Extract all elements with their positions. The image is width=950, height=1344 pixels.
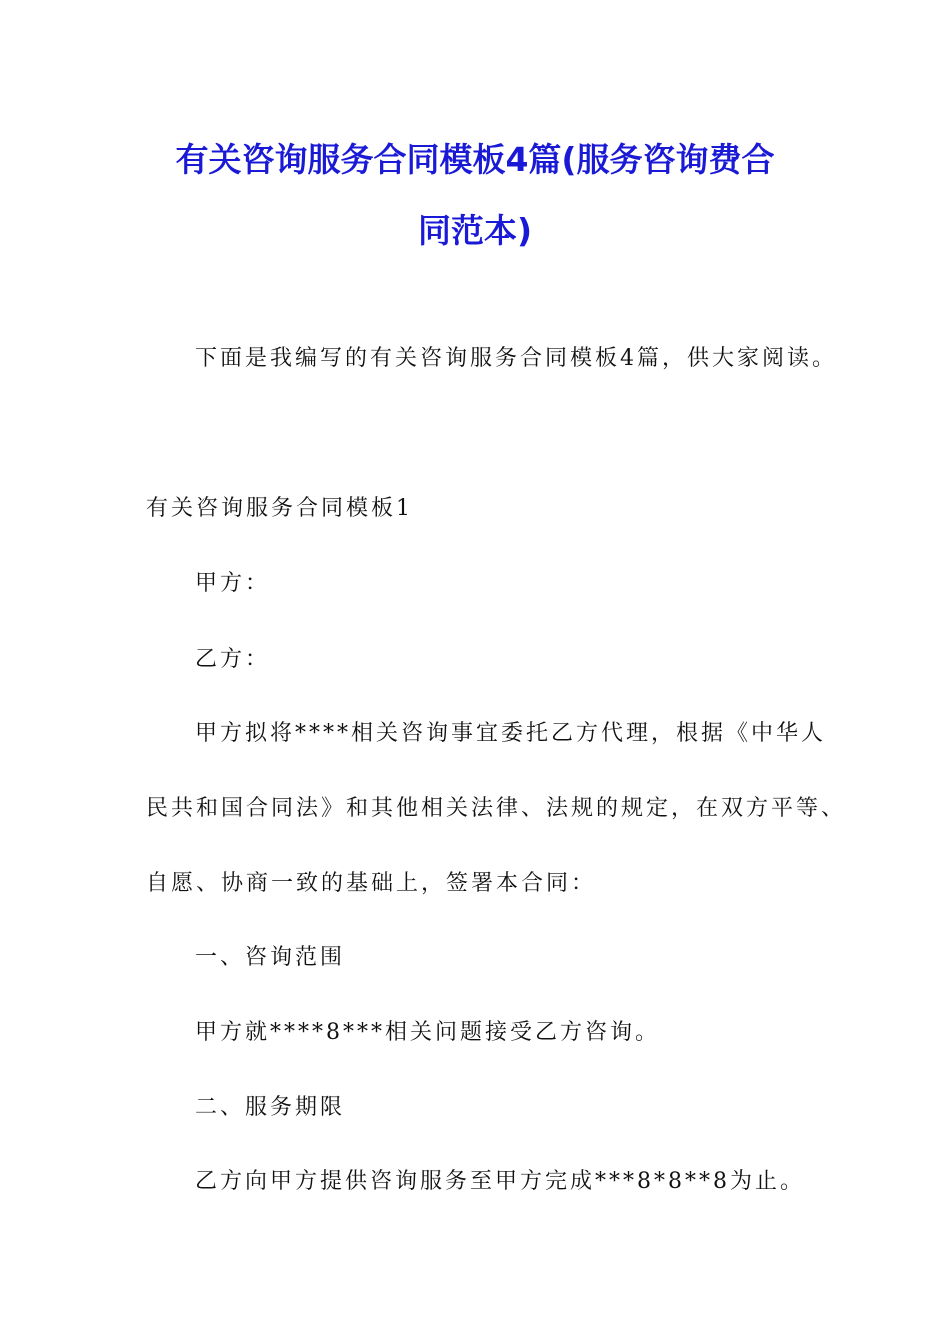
clause-heading: 一、咨询范围 (195, 945, 346, 970)
clause-text: 乙方向甲方提供咨询服务至甲方完成***8*8**8为止。 (195, 1169, 805, 1194)
intro-paragraph: 下面是我编写的有关咨询服务合同模板4篇，供大家阅读。 (195, 346, 837, 371)
paragraph-line: 自愿、协商一致的基础上，签署本合同： (146, 871, 597, 896)
document-title-line-2: 同范本) (417, 211, 533, 250)
clause-heading: 二、服务期限 (195, 1095, 346, 1120)
paragraph-line: 民共和国合同法》和其他相关法律、法规的规定，在双方平等、 (146, 796, 847, 821)
party-b-label: 乙方： (195, 647, 271, 672)
party-a-label: 甲方： (195, 571, 271, 596)
document-title-line-1: 有关咨询服务合同模板4篇(服务咨询费合 (175, 140, 775, 179)
paragraph-line: 甲方拟将****相关咨询事宜委托乙方代理，根据《中华人 (195, 721, 827, 746)
clause-text: 甲方就****8***相关问题接受乙方咨询。 (195, 1020, 660, 1045)
section-heading: 有关咨询服务合同模板1 (146, 496, 413, 521)
